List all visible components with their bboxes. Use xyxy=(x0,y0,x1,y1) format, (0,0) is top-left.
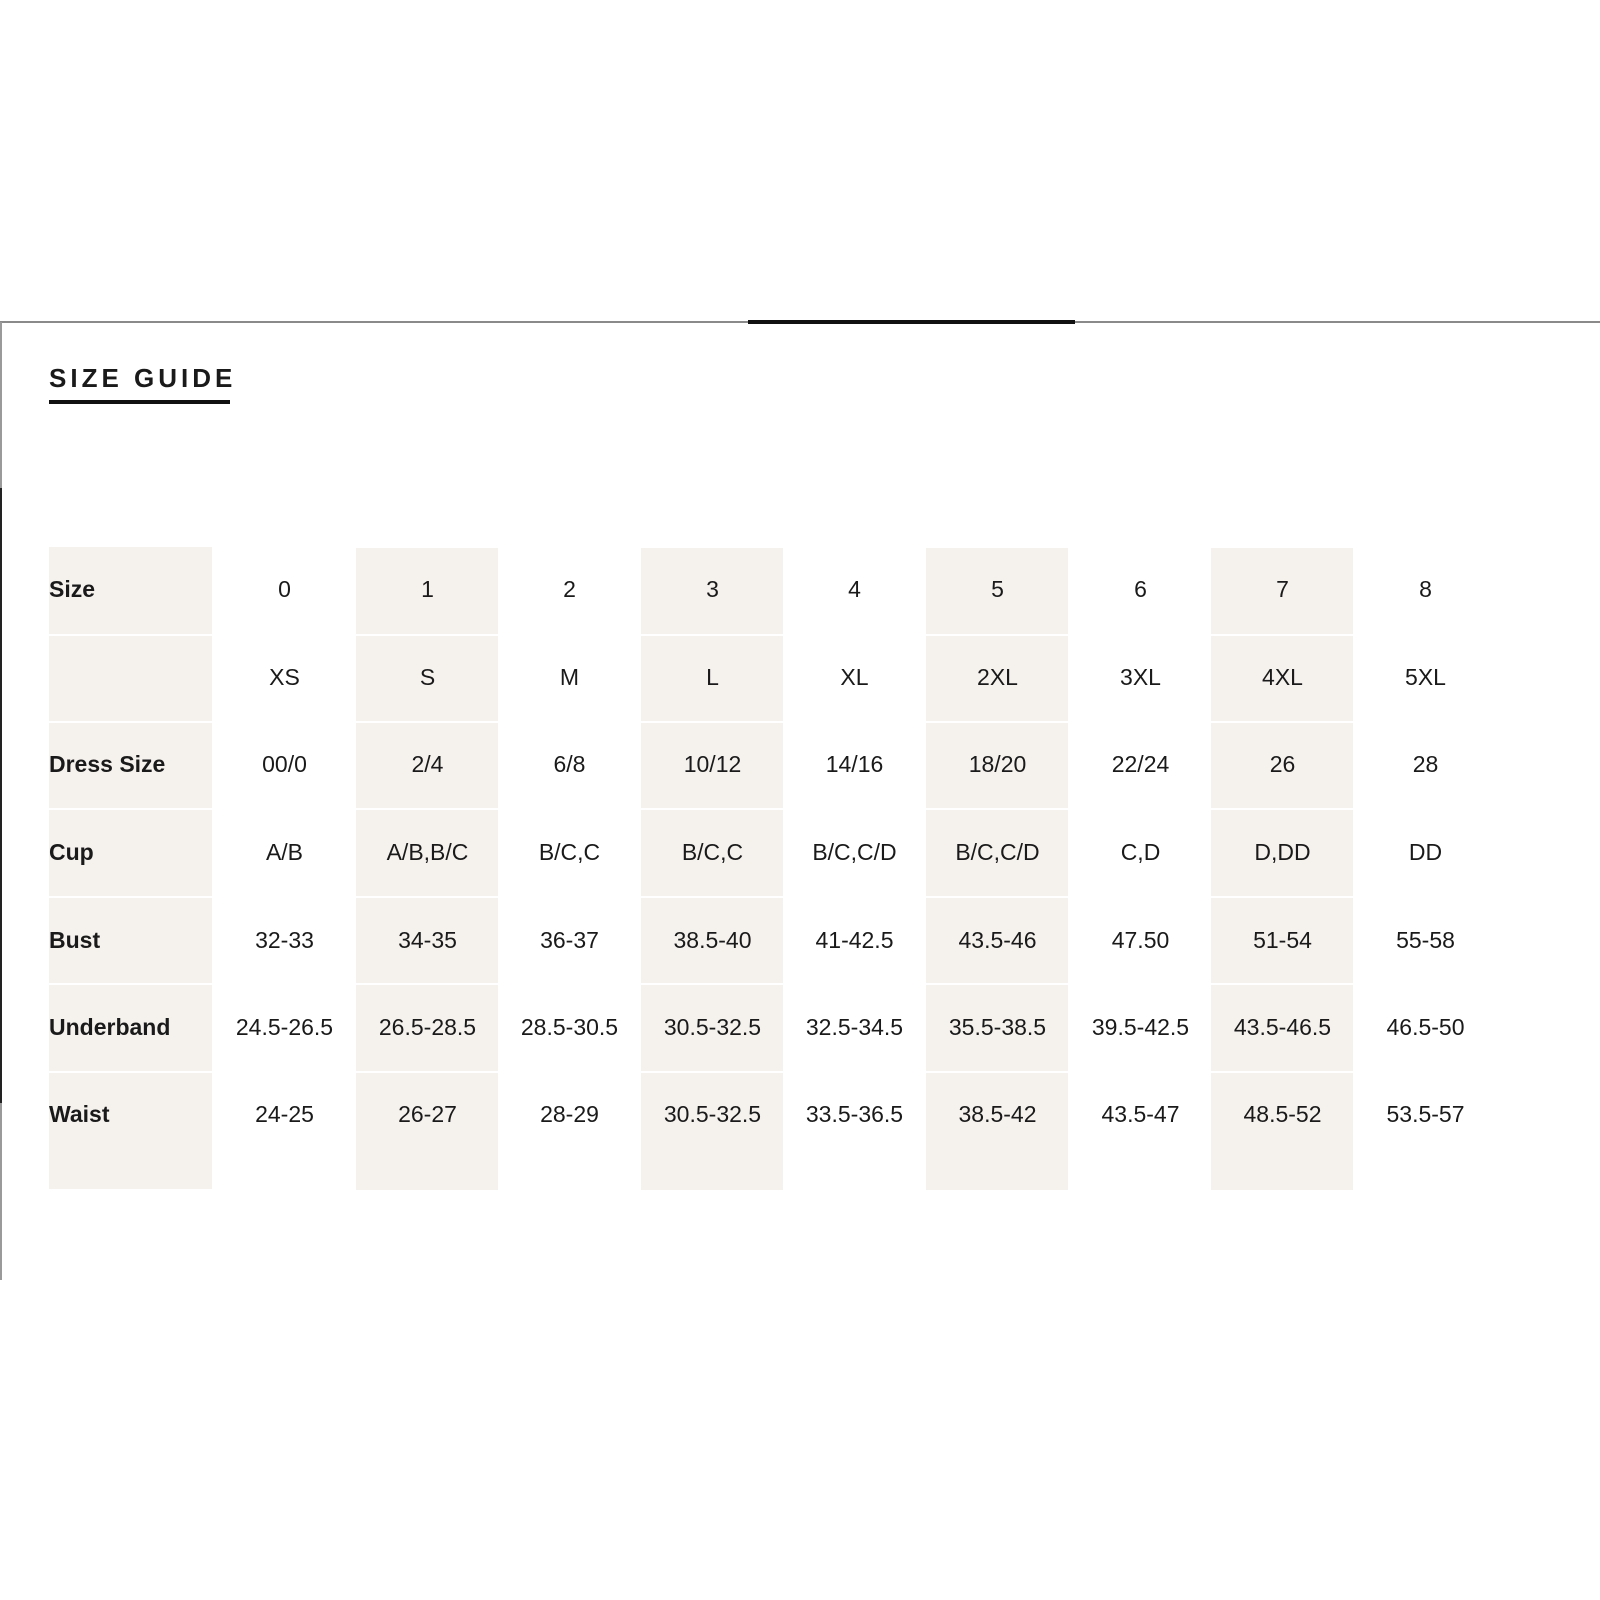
table-cell: 3 xyxy=(706,576,719,602)
table-cell: 51-54 xyxy=(1253,927,1312,953)
table-cell: 43.5-47 xyxy=(1101,1101,1180,1127)
table-cell: M xyxy=(559,664,580,690)
table-cell: 38.5-40 xyxy=(673,927,752,953)
table-cell: B/C,C xyxy=(681,839,744,865)
table-cell: 4XL xyxy=(1262,664,1303,690)
row-divider xyxy=(49,808,1481,810)
table-cell: 28 xyxy=(1412,751,1439,777)
table-cell: 2/4 xyxy=(411,751,444,777)
table-cell: L xyxy=(706,664,719,690)
table-cell: 10/12 xyxy=(683,751,742,777)
table-cell: 32.5-34.5 xyxy=(805,1014,904,1040)
active-tab-indicator xyxy=(748,320,1075,324)
table-cell: DD xyxy=(1408,839,1443,865)
table-cell: 48.5-52 xyxy=(1243,1101,1322,1127)
table-cell: B/C,C/D xyxy=(812,839,897,865)
table-cell: 53.5-57 xyxy=(1386,1101,1465,1127)
table-cell: 14/16 xyxy=(825,751,884,777)
row-label-waist: Waist xyxy=(49,1101,110,1127)
table-cell: 7 xyxy=(1276,576,1289,602)
row-label-dress-size: Dress Size xyxy=(49,751,166,777)
table-cell: 32-33 xyxy=(255,927,314,953)
row-divider xyxy=(49,634,1481,636)
table-cell: 26-27 xyxy=(398,1101,457,1127)
shaded-column xyxy=(1211,548,1353,1190)
table-cell: 28.5-30.5 xyxy=(520,1014,619,1040)
table-cell: 22/24 xyxy=(1111,751,1170,777)
row-label-underband: Underband xyxy=(49,1014,171,1040)
table-cell: 43.5-46 xyxy=(958,927,1037,953)
table-cell: 46.5-50 xyxy=(1386,1014,1465,1040)
table-cell: 5 xyxy=(991,576,1004,602)
table-cell: 6/8 xyxy=(553,751,586,777)
shaded-column xyxy=(641,548,783,1190)
table-cell: 33.5-36.5 xyxy=(805,1101,904,1127)
table-cell: 18/20 xyxy=(968,751,1027,777)
table-cell: XS xyxy=(269,664,300,690)
table-cell: 00/0 xyxy=(262,751,307,777)
table-cell: 24-25 xyxy=(255,1101,314,1127)
table-cell: 6 xyxy=(1134,576,1147,602)
row-divider xyxy=(49,896,1481,898)
table-cell: 4 xyxy=(848,576,861,602)
table-cell: 43.5-46.5 xyxy=(1233,1014,1332,1040)
table-cell: S xyxy=(419,664,436,690)
table-cell: 55-58 xyxy=(1396,927,1455,953)
table-cell: 24.5-26.5 xyxy=(235,1014,334,1040)
table-cell: 28-29 xyxy=(540,1101,599,1127)
title-underline xyxy=(49,400,230,404)
table-cell: B/C,C xyxy=(538,839,601,865)
table-cell: A/B xyxy=(265,839,304,865)
row-label-size: Size xyxy=(49,576,96,602)
table-cell: 35.5-38.5 xyxy=(948,1014,1047,1040)
table-cell: 36-37 xyxy=(540,927,599,953)
table-cell: 34-35 xyxy=(398,927,457,953)
row-label-bust: Bust xyxy=(49,927,101,953)
table-cell: 41-42.5 xyxy=(815,927,894,953)
page-title: SIZE GUIDE xyxy=(49,363,237,393)
table-cell: 2 xyxy=(563,576,576,602)
table-cell: 30.5-32.5 xyxy=(663,1014,762,1040)
shaded-column xyxy=(926,548,1068,1190)
table-cell: 39.5-42.5 xyxy=(1091,1014,1190,1040)
table-cell: C,D xyxy=(1120,839,1161,865)
panel-left-border-accent xyxy=(0,488,2,1103)
table-cell: 3XL xyxy=(1120,664,1161,690)
shaded-column xyxy=(356,548,498,1190)
table-cell: 0 xyxy=(278,576,291,602)
table-cell: 47.50 xyxy=(1111,927,1170,953)
table-cell: D,DD xyxy=(1254,839,1311,865)
table-cell: 5XL xyxy=(1405,664,1446,690)
table-cell: 1 xyxy=(421,576,434,602)
table-cell: A/B,B/C xyxy=(386,839,469,865)
table-cell: 38.5-42 xyxy=(958,1101,1037,1127)
table-cell: 30.5-32.5 xyxy=(663,1101,762,1127)
label-column-shade xyxy=(49,547,212,1189)
row-divider xyxy=(49,721,1481,723)
table-cell: 26.5-28.5 xyxy=(378,1014,477,1040)
row-divider xyxy=(49,1071,1481,1073)
table-cell: 26 xyxy=(1269,751,1296,777)
table-cell: B/C,C/D xyxy=(955,839,1040,865)
table-cell: 2XL xyxy=(977,664,1018,690)
row-divider xyxy=(49,983,1481,985)
row-label-cup: Cup xyxy=(49,839,94,865)
table-cell: XL xyxy=(840,664,869,690)
table-cell: 8 xyxy=(1419,576,1432,602)
